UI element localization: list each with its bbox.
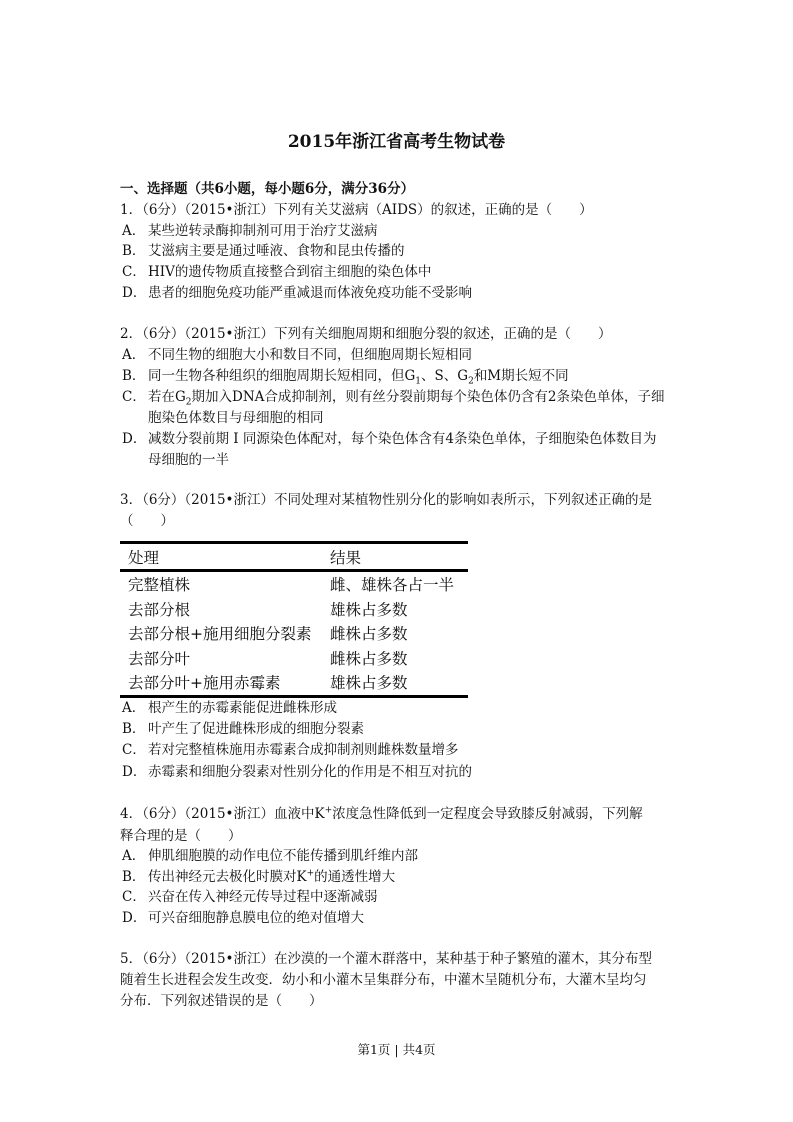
- option-label: A．: [122, 700, 146, 716]
- option-text: 伸肌细胞膜的动作电位不能传播到肌纤维内部: [148, 848, 418, 864]
- question-1-stem: 1．（6分）（2015•浙江）下列有关艾滋病（AIDS）的叙述，正确的是（ ）: [120, 202, 593, 218]
- q4-option-c: [122, 888, 378, 906]
- header-treatment: 处理: [128, 548, 160, 567]
- q2-option-c: [122, 388, 665, 406]
- table-cell: 雌株占多数: [330, 649, 408, 668]
- stem-text: 浓度急性降低到一定程度会导致膝反射减弱，下列解: [332, 806, 643, 822]
- table-cell: 去部分根+施用细胞分裂素: [128, 625, 312, 644]
- q3-option-b: [122, 720, 364, 738]
- option-text: 若对完整植株施用赤霉素合成抑制剂则雌株数量增多: [148, 742, 459, 758]
- q3-option-c: [122, 741, 459, 759]
- subscript: 1: [415, 376, 422, 387]
- option-text: 和M期长短不同: [473, 368, 569, 384]
- option-label: D．: [122, 764, 147, 780]
- option-text: 患者的细胞免疫功能严重减退而体液免疫功能不受影响: [148, 285, 472, 301]
- page-footer: 第1页 | 共4页: [357, 1042, 436, 1057]
- q1-option-b: [122, 242, 405, 260]
- q1-option-d: [122, 284, 472, 302]
- table-row: [120, 621, 468, 646]
- option-label: C．: [122, 889, 146, 905]
- option-text: 减数分裂前期 I 同源染色体配对，每个染色体含有4条染色单体，子细胞染色体数目为: [148, 431, 657, 447]
- subscript: 2: [468, 376, 474, 387]
- table-row: [120, 670, 468, 695]
- table-cell: 雌、雄株各占一半: [330, 576, 455, 595]
- option-label: B．: [122, 721, 146, 737]
- option-text: 同一生物各种组织的细胞周期长短相同，但G: [148, 368, 416, 384]
- option-text: 、S、G: [421, 368, 469, 384]
- option-text: 不同生物的细胞大小和数目不同，但细胞周期长短相同: [148, 347, 472, 363]
- question-5-stem-line-2: 随着生长进程会发生改变．幼小和小灌木呈集群分布，中灌木呈随机分布，大灌木呈均匀: [120, 972, 647, 988]
- option-label: C．: [122, 389, 146, 405]
- q2-option-a: [122, 346, 472, 364]
- q2-option-d: [122, 430, 657, 448]
- option-label: D．: [122, 431, 147, 447]
- option-label: A．: [122, 848, 146, 864]
- question-2-stem: 2．（6分）（2015•浙江）下列有关细胞周期和细胞分裂的叙述，正确的是（ ）: [120, 326, 612, 342]
- option-text: HIV的遗传物质直接整合到宿主细胞的染色体中: [148, 264, 432, 280]
- option-text: 若在G: [148, 389, 186, 405]
- table-cell: 完整植株: [128, 576, 191, 595]
- q3-option-d: [122, 763, 472, 781]
- table-row: [120, 597, 468, 622]
- option-text: 兴奋在传入神经元传导过程中逐渐减弱: [148, 889, 378, 905]
- option-label: D．: [122, 285, 147, 301]
- option-text: 艾滋病主要是通过唾液、食物和昆虫传播的: [148, 243, 405, 259]
- table-cell: 去部分叶: [128, 649, 191, 668]
- table-cell: 去部分根: [128, 600, 191, 619]
- superscript: +: [306, 868, 315, 879]
- superscript: +: [324, 805, 333, 816]
- q1-option-a: [122, 222, 378, 240]
- table-cell: 去部分叶+施用赤霉素: [128, 674, 281, 693]
- option-label: B．: [122, 243, 146, 259]
- option-label: C．: [122, 742, 146, 758]
- table-cell: 雄株占多数: [330, 600, 408, 619]
- option-label: A．: [122, 223, 146, 239]
- option-label: D．: [122, 910, 147, 926]
- option-label: B．: [122, 869, 146, 885]
- q3-option-a: [122, 699, 337, 717]
- question-3-stem-continued: （ ）: [120, 513, 174, 529]
- table-row: [120, 646, 468, 671]
- option-label: B．: [122, 368, 146, 384]
- option-label: A．: [122, 347, 146, 363]
- table-cell: 雌株占多数: [330, 625, 408, 644]
- option-text: 期加入DNA合成抑制剂，则有丝分裂前期每个染色体仍含有2条染色单体，子细: [191, 389, 665, 405]
- q2-option-d-continued: 母细胞的一半: [148, 452, 229, 468]
- table-header-row: [120, 544, 468, 569]
- table-rule: [120, 695, 468, 698]
- q2-option-b: [122, 367, 569, 385]
- question-5-stem: 5．（6分）（2015•浙江）在沙漠的一个灌木群落中，某种基于种子繁殖的灌木，其分布型: [120, 951, 652, 967]
- option-text: 可兴奋细胞静息膜电位的绝对值增大: [148, 910, 364, 926]
- option-text: 赤霉素和细胞分裂素对性别分化的作用是不相互对抗的: [148, 764, 472, 780]
- q2-option-c-continued: 胞染色体数目与母细胞的相同: [148, 410, 324, 426]
- q1-option-c: [122, 263, 431, 281]
- treatment-results-table: [120, 541, 468, 698]
- option-text: 传出神经元去极化时膜对K: [148, 869, 307, 885]
- option-label: C．: [122, 264, 146, 280]
- question-3-stem: 3．（6分）（2015•浙江）不同处理对某植物性别分化的影响如表所示，下列叙述正确的是: [120, 492, 652, 508]
- table-cell: 雄株占多数: [330, 674, 408, 693]
- option-text: 叶产生了促进雌株形成的细胞分裂素: [148, 721, 364, 737]
- question-5-stem-line-3: 分布．下列叙述错误的是（ ）: [120, 993, 323, 1009]
- table-row: [120, 572, 468, 597]
- question-4-stem-continued: 释合理的是（ ）: [120, 828, 242, 844]
- header-result: 结果: [330, 548, 362, 567]
- section-heading: 一、选择题（共6小题，每小题6分，满分36分）: [120, 181, 415, 197]
- option-text: 某些逆转录酶抑制剂可用于治疗艾滋病: [148, 223, 378, 239]
- page-title: 2015年浙江省高考生物试卷: [287, 132, 506, 152]
- option-text: 的通透性增大: [314, 869, 396, 885]
- option-text: 根产生的赤霉素能促进雌株形成: [148, 700, 337, 716]
- stem-text: 4．（6分）（2015•浙江）血液中K: [120, 806, 325, 822]
- question-4-stem: [120, 805, 643, 823]
- q4-option-b: [122, 868, 395, 886]
- q4-option-a: [122, 847, 418, 865]
- q4-option-d: [122, 909, 364, 927]
- subscript: 2: [185, 397, 192, 408]
